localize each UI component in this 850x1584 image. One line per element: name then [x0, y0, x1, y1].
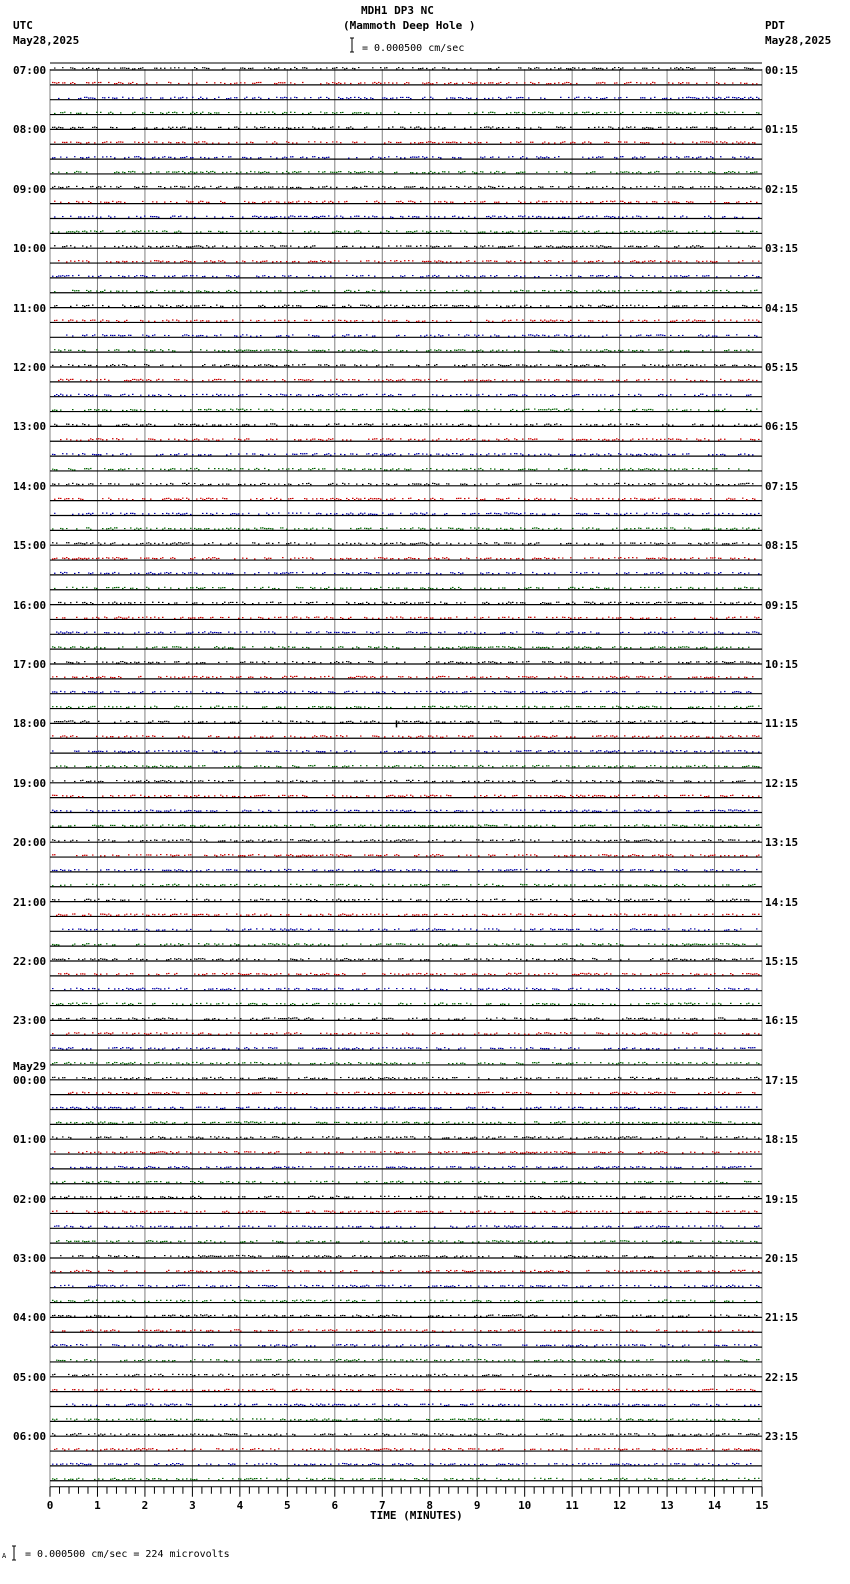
seismic-trace — [52, 795, 760, 796]
utc-hour-label: 07:00 — [13, 64, 47, 77]
x-tick-label: 12 — [613, 1498, 627, 1512]
seismic-trace — [52, 751, 760, 752]
utc-hour-label: 14:00 — [13, 479, 47, 493]
left-date: May28,2025 — [13, 34, 80, 47]
seismic-trace — [54, 246, 756, 247]
seismic-trace — [52, 1300, 758, 1301]
pdt-hour-label: 17:15 — [765, 1073, 799, 1087]
seismic-trace — [52, 825, 760, 826]
seismic-trace — [52, 231, 758, 232]
pdt-hour-label: 09:15 — [765, 598, 799, 612]
x-tick-label: 13 — [660, 1498, 674, 1512]
seismic-trace — [52, 840, 760, 841]
seismic-trace — [52, 1434, 760, 1435]
pdt-hour-label: 06:15 — [765, 420, 799, 434]
seismic-trace — [58, 97, 760, 98]
seismic-trace — [52, 1033, 760, 1034]
x-tick-label: 10 — [518, 1498, 532, 1512]
seismic-trace — [52, 691, 752, 692]
x-tick-label: 2 — [141, 1498, 149, 1512]
seismic-trace — [60, 439, 760, 440]
seismic-trace — [52, 1463, 752, 1464]
seismic-trace — [54, 305, 760, 306]
seismic-trace — [52, 1107, 758, 1108]
seismic-trace — [56, 1241, 758, 1242]
seismic-trace — [52, 483, 754, 484]
seismic-trace — [56, 1359, 760, 1360]
pdt-hour-label: 16:15 — [765, 1014, 799, 1028]
seismic-trace — [52, 454, 754, 455]
seismic-trace — [52, 186, 760, 187]
scale-legend: = 0.000500 cm/sec — [362, 43, 465, 54]
seismic-trace — [54, 662, 760, 663]
seismic-trace — [54, 721, 758, 722]
seismic-trace — [54, 394, 752, 395]
seismic-trace — [52, 1270, 760, 1271]
seismic-trace — [56, 765, 760, 766]
x-tick-label: 1 — [94, 1498, 101, 1512]
seismic-trace — [58, 602, 756, 603]
utc-hour-label: 18:00 — [13, 717, 47, 731]
pdt-hour-label: 18:15 — [765, 1133, 799, 1147]
seismic-trace — [56, 617, 760, 618]
utc-hour-label: 01:00 — [13, 1133, 47, 1147]
pdt-hour-label: 07:15 — [765, 479, 799, 493]
seismic-trace — [52, 1374, 756, 1375]
seismic-trace — [52, 1345, 758, 1346]
seismic-trace — [58, 973, 760, 974]
seismic-trace — [54, 498, 756, 499]
x-tick-label: 3 — [189, 1498, 196, 1512]
pdt-hour-label: 01:15 — [765, 123, 799, 137]
seismic-trace — [52, 1211, 758, 1212]
pdt-hour-label: 15:15 — [765, 955, 799, 968]
seismic-trace — [66, 335, 758, 336]
utc-hour-label: 03:00 — [13, 1252, 47, 1265]
pdt-hour-label: 02:15 — [765, 182, 799, 196]
seismic-trace — [66, 1404, 760, 1405]
x-axis-title: TIME (MINUTES) — [370, 1509, 463, 1522]
utc-hour-label: 23:00 — [13, 1014, 47, 1028]
seismic-trace — [52, 959, 754, 960]
left-timezone: UTC — [13, 19, 33, 32]
utc-hour-label: 21:00 — [13, 895, 47, 909]
x-tick-label: 0 — [46, 1498, 54, 1512]
seismic-trace — [52, 1389, 756, 1390]
utc-hour-label: 20:00 — [13, 836, 47, 850]
seismic-trace — [56, 914, 760, 915]
pdt-hour-label: 23:15 — [765, 1430, 799, 1444]
seismic-trace — [54, 290, 758, 291]
x-tick-label: 4 — [236, 1498, 244, 1512]
pdt-hour-label: 22:15 — [765, 1370, 799, 1384]
seismic-trace — [52, 1003, 760, 1004]
x-tick-label: 14 — [707, 1498, 722, 1512]
seismic-trace — [54, 112, 760, 113]
seismic-trace — [52, 1077, 760, 1078]
seismic-trace — [52, 468, 750, 469]
x-tick-label: 6 — [331, 1498, 339, 1512]
seismic-trace — [54, 320, 760, 321]
seismic-trace — [56, 632, 760, 633]
x-tick-label: 7 — [378, 1498, 386, 1512]
seismic-trace — [52, 1196, 760, 1197]
utc-hour-label: 08:00 — [13, 123, 47, 137]
seismic-trace — [54, 1449, 760, 1450]
utc-hour-label: 10:00 — [13, 242, 47, 256]
pdt-hour-label: 21:15 — [765, 1311, 799, 1325]
x-tick-label: 15 — [755, 1498, 769, 1512]
seismic-trace — [52, 1315, 758, 1316]
seismic-trace — [52, 1048, 756, 1049]
pdt-hour-label: 00:15 — [765, 64, 799, 77]
seismic-trace — [56, 1122, 760, 1123]
seismic-trace — [52, 127, 754, 128]
x-tick-label: 5 — [284, 1498, 291, 1512]
x-tick-label: 11 — [565, 1498, 579, 1512]
seismic-trace — [54, 142, 756, 143]
utc-hour-label: 22:00 — [13, 955, 47, 968]
utc-hour-label: 15:00 — [13, 539, 47, 553]
seismic-trace — [52, 1137, 760, 1138]
utc-hour-label: 02:00 — [13, 1192, 47, 1206]
seismic-trace — [52, 855, 760, 856]
seismic-trace — [52, 1166, 752, 1167]
utc-hour-label: 17:00 — [13, 658, 47, 671]
seismic-trace — [52, 869, 758, 870]
utc-hour-label: 13:00 — [13, 420, 47, 434]
pdt-hour-label: 12:15 — [765, 776, 799, 790]
seismic-trace — [52, 944, 758, 945]
footer-scale-prefix: A — [2, 1552, 7, 1560]
utc-hour-label: 06:00 — [13, 1430, 47, 1444]
utc-hour-label: 04:00 — [13, 1311, 47, 1325]
seismic-trace — [52, 1181, 760, 1182]
footer-scale-text: = 0.000500 cm/sec = 224 microvolts — [25, 1549, 230, 1560]
seismic-trace — [54, 424, 758, 425]
utc-hour-label: 00:00 — [13, 1073, 47, 1087]
seismic-trace — [52, 558, 756, 559]
utc-hour-label: 12:00 — [13, 361, 47, 374]
pdt-hour-label: 20:15 — [765, 1252, 799, 1265]
seismic-trace — [52, 1018, 758, 1019]
seismic-trace — [52, 157, 754, 158]
pdt-hour-label: 05:15 — [765, 361, 799, 374]
seismic-trace — [52, 780, 756, 781]
seismic-trace — [52, 1062, 760, 1063]
seismic-trace — [52, 528, 760, 529]
station-title: MDH1 DP3 NC — [361, 4, 434, 17]
pdt-hour-label: 10:15 — [765, 658, 799, 671]
pdt-hour-label: 14:15 — [765, 895, 799, 909]
utc-hour-label: 09:00 — [13, 182, 47, 196]
seismic-trace — [52, 736, 760, 737]
right-timezone: PDT — [765, 19, 785, 32]
pdt-hour-label: 13:15 — [765, 836, 799, 850]
seismic-trace — [52, 1478, 760, 1479]
seismic-trace — [52, 171, 758, 172]
seismic-trace — [52, 676, 754, 677]
seismic-trace — [54, 216, 760, 217]
seismic-trace — [58, 261, 760, 262]
pdt-hour-label: 03:15 — [765, 242, 799, 256]
utc-hour-label: 11:00 — [13, 301, 47, 315]
seismic-trace — [54, 68, 754, 69]
pdt-hour-label: 08:15 — [765, 539, 799, 553]
pdt-hour-label: 04:15 — [765, 301, 799, 315]
seismic-trace — [52, 988, 758, 989]
seismic-trace — [52, 543, 760, 544]
seismic-trace — [54, 513, 760, 514]
seismic-trace — [52, 365, 756, 366]
seismic-trace — [60, 1256, 758, 1257]
seismic-trace — [52, 899, 750, 900]
seismic-trace — [52, 409, 758, 410]
right-date: May28,2025 — [765, 34, 832, 47]
seismic-trace — [52, 1419, 760, 1420]
seismic-trace — [54, 350, 754, 351]
seismic-trace — [52, 275, 760, 276]
seismic-trace — [54, 1285, 760, 1286]
seismic-trace — [54, 1226, 760, 1227]
seismic-trace — [54, 587, 760, 588]
seismic-trace — [52, 810, 758, 811]
utc-hour-label: 05:00 — [13, 1370, 47, 1384]
seismic-trace — [54, 201, 758, 202]
pdt-hour-label: 11:15 — [765, 717, 799, 731]
seismic-trace — [52, 1330, 754, 1331]
x-tick-label: 9 — [473, 1498, 481, 1512]
date-change-label: May29 — [13, 1059, 47, 1073]
pdt-hour-label: 19:15 — [765, 1192, 799, 1206]
seismic-trace — [52, 82, 758, 83]
seismic-trace — [52, 706, 760, 707]
seismic-trace — [52, 884, 756, 885]
utc-hour-label: 16:00 — [13, 598, 47, 612]
x-tick-label: 8 — [426, 1498, 434, 1512]
utc-hour-label: 19:00 — [13, 776, 47, 790]
seismic-trace — [52, 647, 750, 648]
seismic-trace — [68, 1092, 756, 1093]
seismic-trace — [62, 929, 758, 930]
station-location: (Mammoth Deep Hole ) — [343, 19, 476, 32]
seismic-trace — [54, 1152, 760, 1153]
seismic-trace — [58, 379, 758, 380]
seismic-trace — [54, 572, 760, 573]
